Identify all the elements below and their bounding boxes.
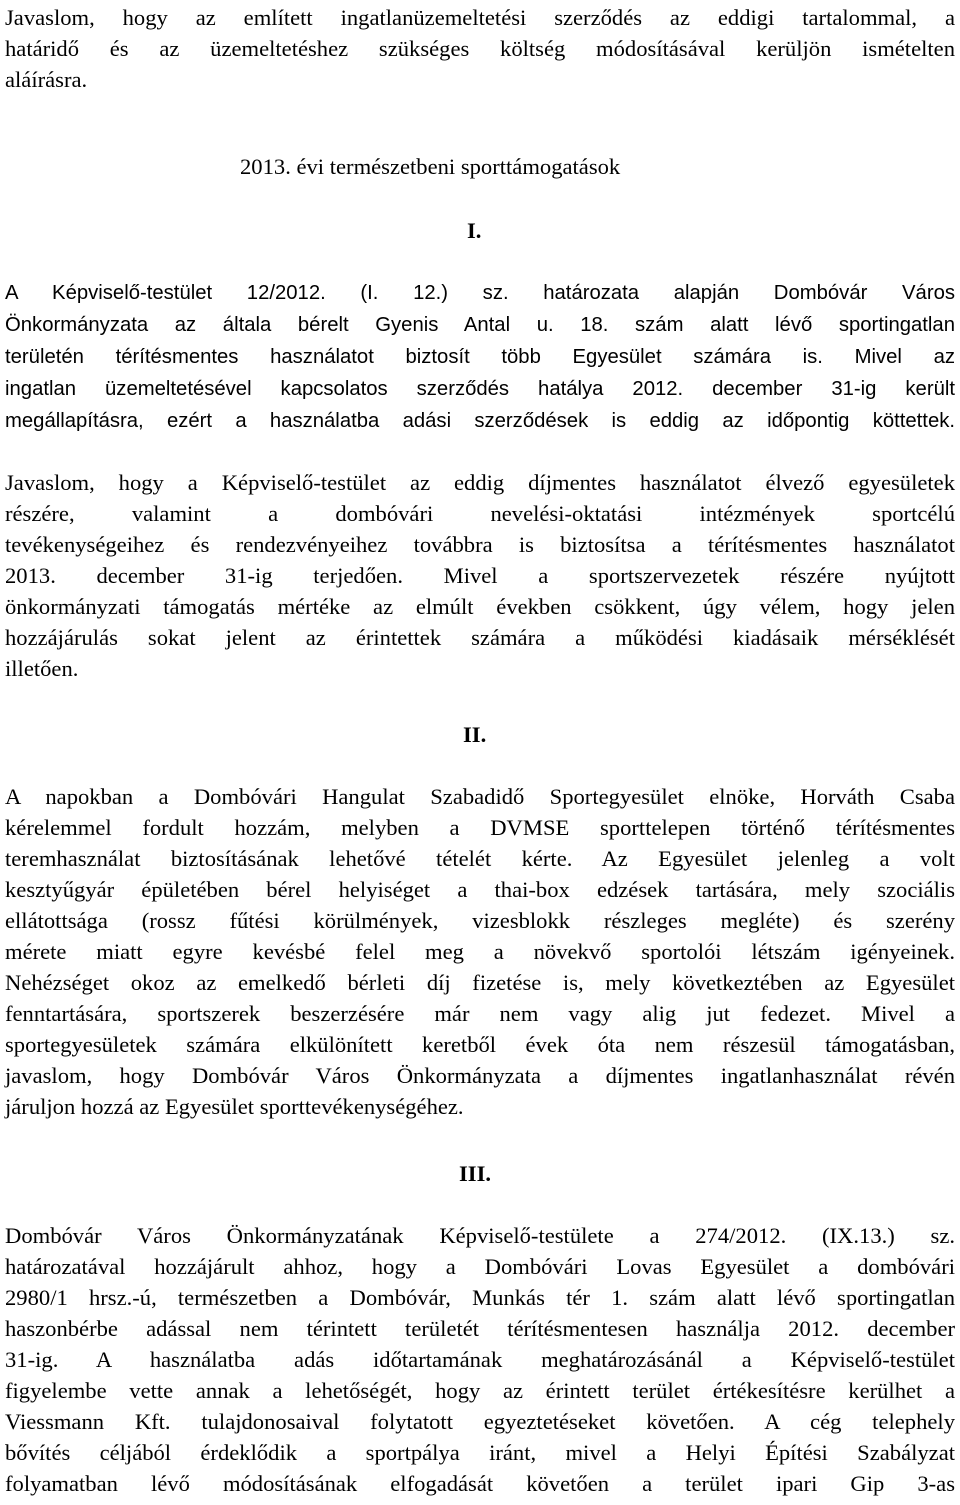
- paragraph-line: sportegyesületek számára elkülönített keretből évek óta nem részesül támogatásban,: [5, 1032, 955, 1057]
- paragraph-line: kesztyűgyár épületében bérel helyiséget a thai-box edzések tartására, mely szociális: [5, 877, 955, 902]
- paragraph-line: Javaslom, hogy az említett ingatlanüzemeltetési szerződés az eddigi tartalommal, a: [5, 5, 955, 30]
- paragraph-line: A napokban a Dombóvári Hangulat Szabadidő Sportegyesület elnöke, Horváth Csaba: [5, 784, 955, 809]
- paragraph-line: tevékenységeihez és rendezvényeihez továbbra is biztosítsa a térítésmentes használatot: [5, 532, 955, 557]
- paragraph-line: haszonbérbe adással nem térintett területét térítésmentesen használja 2012. december: [5, 1316, 955, 1341]
- paragraph-line: mérete miatt egyre kevésbé felel meg a növekvő sportolói létszám igényeinek.: [5, 939, 955, 964]
- paragraph-line: 2013. december 31-ig terjedően. Mivel a sportszervezetek részére nyújtott: [5, 563, 955, 588]
- paragraph-line: teremhasználat biztosításának lehetővé tételét kérte. Az Egyesület jelenleg a volt: [5, 846, 955, 871]
- section-number: II.: [463, 722, 487, 747]
- paragraph-line: Nehézséget okoz az emelkedő bérleti díj fizetése is, mely következtében az Egyesület: [5, 970, 955, 995]
- paragraph-line: fenntartására, sportszerek beszerzésére már nem vagy alig jut fedezet. Mivel a: [5, 1001, 955, 1026]
- paragraph-line: 31-ig. A használatba adás időtartamának meghatározásánál a Képviselő-testület: [5, 1347, 955, 1372]
- paragraph-line: javaslom, hogy Dombóvár Város Önkormányzata a díjmentes ingatlanhasználat révén: [5, 1063, 955, 1088]
- paragraph-line: bővítés céljából érdeklődik a sportpálya iránt, mivel a Helyi Építési Szabályzat: [5, 1440, 955, 1465]
- section-number: I.: [467, 218, 482, 243]
- paragraph-line: Viessmann Kft. tulajdonosaival folytatott egyeztetéseket követően. A cég telephely: [5, 1409, 955, 1434]
- paragraph-line: területén térítésmentes használatot biztosít több Egyesület számára is. Mivel az: [5, 346, 955, 368]
- section-heading: 2013. évi természetbeni sporttámogatások: [240, 154, 621, 179]
- paragraph-line: ingatlan üzemeltetésével kapcsolatos szerződés hatálya 2012. december 31-ig került: [5, 378, 955, 400]
- paragraph-line: hozzájárulás sokat jelent az érintettek számára a működési kiadásaik mérséklését: [5, 625, 955, 650]
- paragraph-line: határozatával hozzájárult ahhoz, hogy a Dombóvári Lovas Egyesület a dombóvári: [5, 1254, 955, 1279]
- paragraph-line: Dombóvár Város Önkormányzatának Képviselő-testülete a 274/2012. (IX.13.) sz.: [5, 1223, 955, 1248]
- paragraph-line: figyelembe vette annak a lehetőségét, hogy az érintett terület értékesítésre kerülhet a: [5, 1378, 955, 1403]
- paragraph-line: ellátottsága (rossz fűtési körülmények, vizesblokk részleges megléte) és szerény: [5, 908, 955, 933]
- paragraph-line: illetően.: [5, 656, 79, 681]
- paragraph-line: A Képviselő-testület 12/2012. (I. 12.) sz. határozata alapján Dombóvár Város: [5, 282, 955, 304]
- paragraph-line: Önkormányzata az általa bérelt Gyenis Antal u. 18. szám alatt lévő sportingatlan: [5, 314, 955, 336]
- paragraph-line: kérelemmel fordult hozzám, melyben a DVMSE sporttelepen történő térítésmentes: [5, 815, 955, 840]
- paragraph-line: járuljon hozzá az Egyesület sporttevékenységéhez.: [5, 1094, 464, 1119]
- paragraph-line: önkormányzati támogatás mértéke az elmúlt években csökkent, úgy vélem, hogy jelen: [5, 594, 955, 619]
- paragraph-line: részére, valamint a dombóvári nevelési-oktatási intézmények sportcélú: [5, 501, 955, 526]
- paragraph-line: határidő és az üzemeltetéshez szükséges költség módosításával kerüljön ismételten: [5, 36, 955, 61]
- paragraph-line: 2980/1 hrsz.-ú, természetben a Dombóvár, Munkás tér 1. szám alatt lévő sportingatlan: [5, 1285, 955, 1310]
- section-number: III.: [459, 1161, 492, 1186]
- paragraph-line: aláírásra.: [5, 67, 88, 92]
- paragraph-line: Javaslom, hogy a Képviselő-testület az eddig díjmentes használatot élvező egyesületek: [5, 470, 955, 495]
- paragraph-line: folyamatban lévő módosításának elfogadását követően a terület ipari Gip 3-as: [5, 1471, 955, 1496]
- paragraph-line: megállapításra, ezért a használatba adási szerződések is eddig az időpontig köttettek.: [5, 410, 955, 432]
